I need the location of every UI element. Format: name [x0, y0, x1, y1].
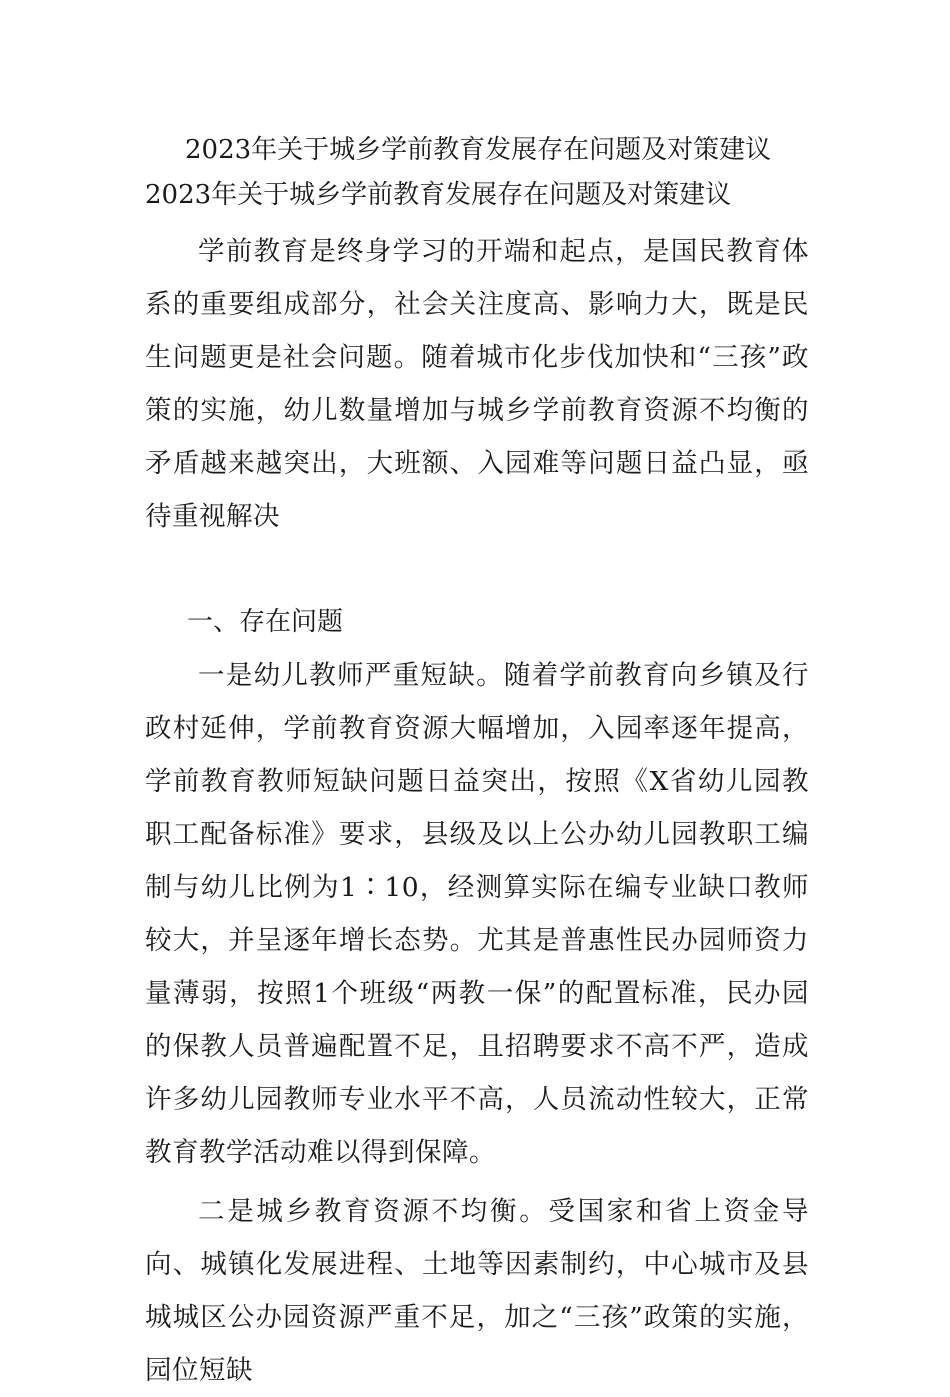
- section-heading-problems: 一、存在问题: [187, 607, 344, 637]
- document-title-line-2: 2023年关于城乡学前教育发展存在问题及对策建议: [145, 180, 732, 210]
- paragraph-resource-imbalance: 二是城乡教育资源不均衡。受国家和省上资金导向、城镇化发展进程、土地等因素制约，中心城市及县城城区公办园资源严重不足，加之“三孩”政策的实施，园位短缺: [145, 1196, 809, 1386]
- paragraph-teacher-shortage: 一是幼儿教师严重短缺。随着学前教育向乡镇及行政村延伸，学前教育资源大幅增加，入园率逐年提高，学前教育教师短缺问题日益突出，按照《X省幼儿园教职工配备标准》要求，县级及以上公办幼儿园教职工编制与幼儿比例为1∶10，经测算实际在编专业缺口教师较大，并呈逐年增长态势。尤其是普惠性民办园师资力量薄弱，按照1个班级“两教一保”的配置标准，民办园的保教人员普遍配置不足，且招聘要求不高不严，造成许多幼儿园教师专业水平不高，人员流动性较大，正常教育教学活动难以得到保障。: [145, 660, 809, 1168]
- intro-paragraph: 学前教育是终身学习的开端和起点，是国民教育体系的重要组成部分，社会关注度高、影响力大，既是民生问题更是社会问题。随着城市化步伐加快和“三孩”政策的实施，幼儿数量增加与城乡学前教育资源不均衡的矛盾越来越突出，大班额、入园难等问题日益凸显，亟待重视解决: [145, 236, 809, 532]
- document-page: [145, 128, 809, 1397]
- document-title-line-1: 2023年关于城乡学前教育发展存在问题及对策建议: [185, 135, 772, 165]
